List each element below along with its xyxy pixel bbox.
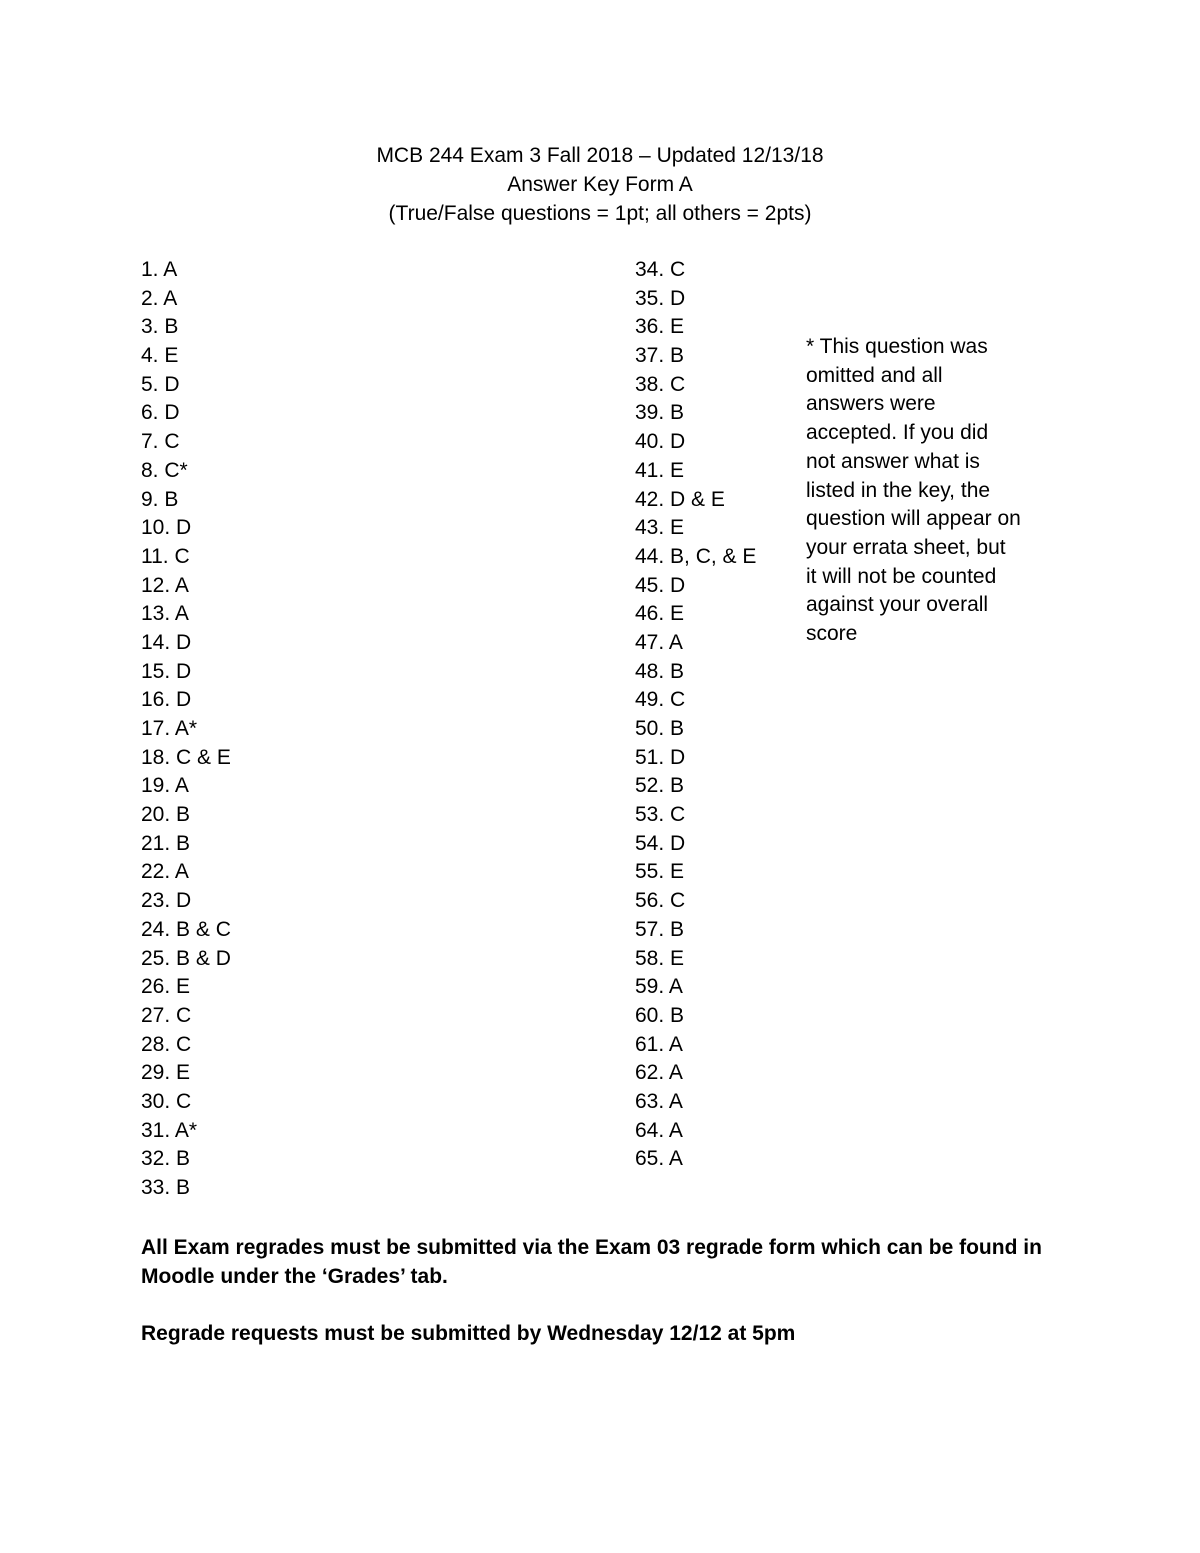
answer-item: 60. B [635, 1003, 685, 1027]
answer-item: 35. D [635, 286, 686, 310]
answer-item: 11. C [141, 544, 190, 568]
answer-item: 32. B [141, 1147, 191, 1171]
answer-item: 41. E [635, 458, 685, 482]
answer-item: 58. E [635, 946, 685, 970]
answer-item: 13. A [141, 602, 189, 626]
answer-item: 64. A [635, 1118, 683, 1142]
answer-item: 26. E [141, 975, 191, 999]
answer-item: 65. A [635, 1147, 683, 1171]
answer-item: 23. D [141, 889, 192, 913]
answer-item: 33. B [141, 1176, 191, 1199]
answer-item: 39. B [635, 401, 685, 425]
answer-item: 49. C [635, 688, 686, 712]
answer-item: 50. B [635, 717, 685, 740]
page-title: MCB 244 Exam 3 Fall 2018 – Updated 12/13/18 [376, 144, 824, 167]
answer-item: 19. A [141, 774, 189, 798]
answer-item: 24. B & C [141, 917, 231, 941]
answer-item: 28. C [141, 1032, 192, 1056]
answer-item: 17. A* [141, 717, 198, 740]
answer-column-right [635, 256, 795, 1174]
answer-item: 12. A [141, 573, 189, 597]
answer-column-left [141, 256, 441, 1203]
answer-item: 44. B, C, & E [635, 544, 757, 568]
answer-item: 59. A [635, 975, 683, 999]
answer-item: 55. E [635, 860, 685, 884]
answer-item: 38. C [635, 372, 686, 396]
answer-item: 42. D & E [635, 487, 725, 511]
answer-item: 2. A [141, 286, 178, 310]
answer-item: 63. A [635, 1089, 683, 1113]
answer-item: 62. A [635, 1061, 683, 1085]
answer-item: 43. E [635, 516, 685, 540]
answer-item: 16. D [141, 688, 192, 712]
answer-item: 40. D [635, 430, 686, 454]
answer-item: 31. A* [141, 1118, 198, 1142]
answer-item: 46. E [635, 602, 685, 626]
answer-item: 34. C [635, 258, 686, 281]
answer-item: 22. A [141, 860, 189, 884]
answer-item: 6. D [141, 401, 180, 425]
answer-item: 9. B [141, 487, 179, 511]
answer-item: 25. B & D [141, 946, 231, 970]
answer-item: 18. C & E [141, 745, 231, 769]
answer-item: 52. B [635, 774, 685, 798]
answer-item: 3. B [141, 315, 179, 339]
points-note: (True/False questions = 1pt; all others = 2pts) [388, 202, 812, 225]
answer-item: 21. B [141, 831, 191, 855]
answer-item: 15. D [141, 659, 192, 683]
page-subtitle: Answer Key Form A [507, 173, 693, 196]
answer-item: 20. B [141, 803, 191, 827]
answer-item: 27. C [141, 1003, 192, 1027]
answer-item: 1. A [141, 258, 178, 281]
answer-item: 61. A [635, 1032, 683, 1056]
answer-item: 10. D [141, 516, 192, 540]
answer-item: 47. A [635, 630, 683, 654]
answer-item: 53. C [635, 803, 686, 827]
answer-item: 30. C [141, 1089, 192, 1113]
answer-item: 36. E [635, 315, 685, 339]
answer-item: 54. D [635, 831, 686, 855]
answer-item: 5. D [141, 372, 180, 396]
answer-item: 14. D [141, 630, 192, 654]
omitted-question-note: * This question was omitted and all answers were accepted. If you did not answer what is listed in the key, the question will appear on your errata sheet, but it will not be counted against your overall score [806, 335, 1021, 646]
answer-item: 45. D [635, 573, 686, 597]
regrade-deadline: Regrade requests must be submitted by Wednesday 12/12 at 5pm [141, 1322, 796, 1345]
document-header [0, 141, 1200, 228]
answer-item: 51. D [635, 745, 686, 769]
answer-item: 48. B [635, 659, 685, 683]
answer-item: 57. B [635, 917, 685, 941]
answer-item: 29. E [141, 1061, 191, 1085]
answer-item: 7. C [141, 430, 180, 454]
answer-item: 4. E [141, 344, 179, 368]
regrade-instructions: All Exam regrades must be submitted via the Exam 03 regrade form which can be found in Moodle under the ‘Grades’ tab. [141, 1236, 1042, 1288]
answer-item: 56. C [635, 889, 686, 913]
answer-item: 37. B [635, 344, 685, 368]
answer-item: 8. C* [141, 458, 188, 482]
